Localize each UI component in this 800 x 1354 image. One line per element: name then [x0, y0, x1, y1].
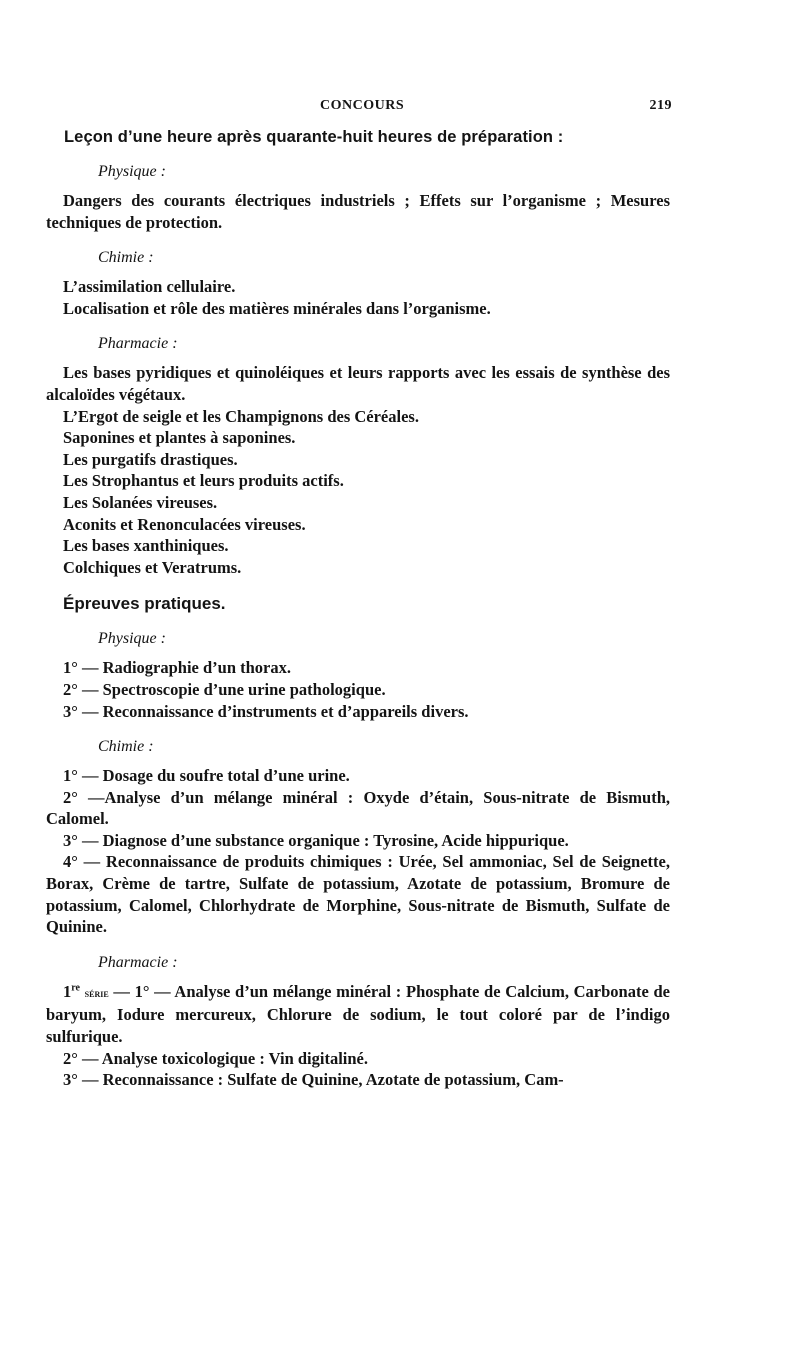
- lecon-pharmacie-line: Les purgatifs drastiques.: [63, 449, 238, 469]
- lecon-heading: Leçon d’une heure après quarante-huit heures de préparation :: [64, 128, 564, 146]
- lecon-chimie-label: Chimie :: [98, 249, 154, 267]
- epreuves-heading: Épreuves pratiques.: [63, 594, 226, 614]
- epreuves-chimie-item: 3° — Diagnose d’une substance organique : Tyrosine, Acide hippurique.: [63, 830, 569, 850]
- lecon-pharmacie-line: Les bases pyridiques et quinoléiques et leurs rapports avec les essais de synthèse des alcaloïdes végétaux.: [46, 363, 670, 404]
- lecon-pharmacie-line: Colchiques et Veratrums.: [63, 557, 242, 577]
- epreuves-physique-item: 1° — Radiographie d’un thorax.: [63, 658, 292, 678]
- epreuves-pharmacie-label: Pharmacie :: [98, 953, 178, 971]
- page-header: [46, 98, 670, 120]
- epreuves-pharmacie-item: 2° — Analyse toxicologique : Vin digitaliné.: [63, 1048, 369, 1068]
- epreuves-physique-item: 2° — Spectroscopie d’une urine pathologique.: [63, 679, 386, 699]
- lecon-pharmacie-line: Aconits et Renonculacées vireuses.: [63, 514, 306, 534]
- page-number: 219: [649, 98, 672, 113]
- lecon-chimie-line: L’assimilation cellulaire.: [63, 277, 236, 297]
- lecon-pharmacie-line: Les Strophantus et leurs produits actifs.: [63, 471, 344, 491]
- epreuves-pharmacie-serie-1: [46, 981, 670, 1048]
- epreuves-physique-item: 3° — Reconnaissance d’instruments et d’appareils divers.: [63, 701, 469, 721]
- epreuves-chimie-label: Chimie :: [98, 738, 154, 756]
- serie-word: série: [84, 985, 109, 1000]
- serie-text: — 1° — Analyse d’un mélange minéral : Phosphate de Calcium, Carbonate de baryum, Iodure mercureux, Chlorure de sodium, le tout coloré par de l’indigo sulfurique.: [46, 981, 670, 1047]
- running-title: CONCOURS: [320, 98, 405, 113]
- epreuves-chimie-item: 2° —Analyse d’un mélange minéral : Oxyde d’étain, Sous-nitrate de Bismuth, Calomel.: [46, 787, 670, 829]
- serie-ordinal: re: [71, 982, 80, 994]
- lecon-physique-line: Dangers des courants électriques industriels ; Effets sur l’organisme ; Mesures techniques de protection.: [46, 191, 670, 232]
- epreuves-chimie-item: 4° — Reconnaissance de produits chimiques : Urée, Sel ammoniac, Sel de Seignette, Borax, Crème de tartre, Sulfate de potassium, Azotate de potassium, Bromure de potassium, Calomel, Chlorhydrate de Morphine, Sous-nitrate de Bismuth, Sulfate de Quinine.: [46, 852, 670, 937]
- document-page: [46, 98, 670, 1091]
- lecon-pharmacie-line: Les bases xanthiniques.: [63, 536, 229, 556]
- serie-number: 1: [63, 981, 72, 1001]
- epreuves-pharmacie-item: 3° — Reconnaissance : Sulfate de Quinine, Azotate de potassium, Cam-: [63, 1070, 564, 1090]
- lecon-pharmacie-line: Les Solanées vireuses.: [63, 492, 218, 512]
- lecon-pharmacie-line: L’Ergot de seigle et les Champignons des Céréales.: [63, 406, 419, 426]
- epreuves-chimie-item: 1° — Dosage du soufre total d’une urine.: [63, 766, 350, 786]
- epreuves-physique-label: Physique :: [98, 630, 166, 648]
- lecon-physique-label: Physique :: [98, 163, 166, 180]
- lecon-pharmacie-line: Saponines et plantes à saponines.: [63, 428, 296, 448]
- lecon-pharmacie-label: Pharmacie :: [98, 335, 178, 353]
- lecon-chimie-line: Localisation et rôle des matières minérales dans l’organisme.: [63, 298, 491, 318]
